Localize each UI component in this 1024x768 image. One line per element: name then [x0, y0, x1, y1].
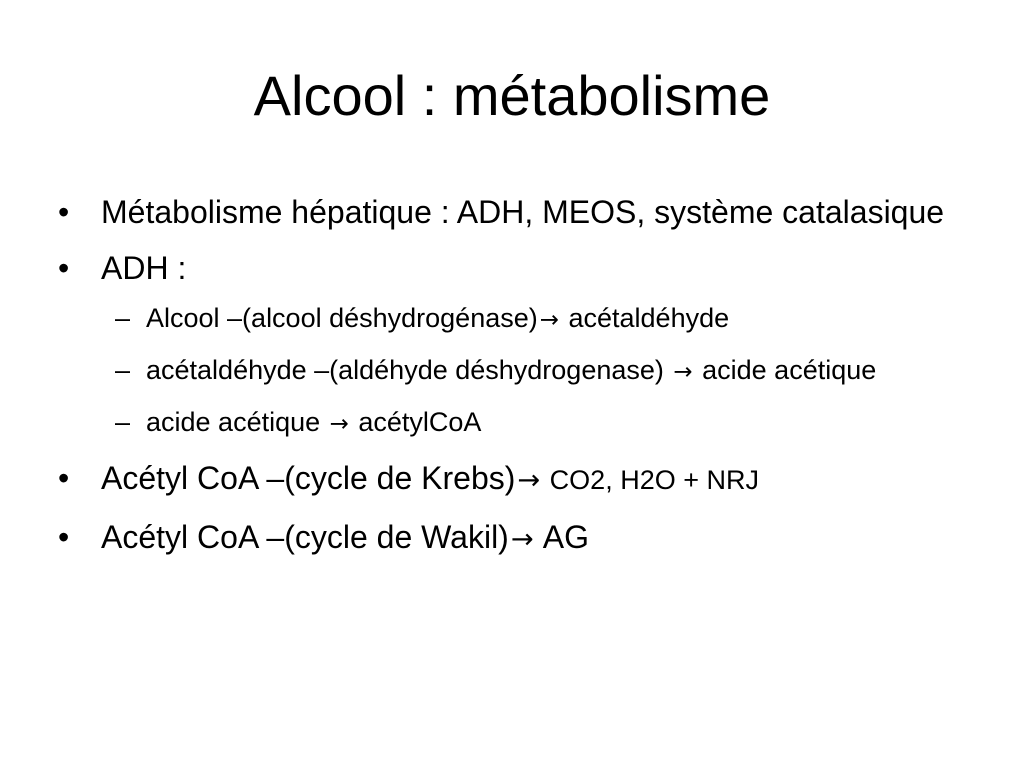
dash-icon: – — [115, 407, 131, 437]
sub-item-result: acétaldéhyde — [560, 303, 730, 333]
list-item-text: Acétyl CoA –(cycle de Krebs) — [101, 460, 516, 496]
bullet-icon: • — [58, 250, 70, 286]
arrow-right-icon: → — [510, 524, 534, 555]
sub-list-item — [56, 350, 976, 392]
list-item-text: Acétyl CoA –(cycle de Wakil) — [101, 519, 509, 555]
dash-icon: – — [115, 303, 131, 333]
arrow-right-icon: → — [673, 359, 693, 385]
arrow-right-icon: → — [517, 465, 541, 496]
list-item-result: AG — [535, 519, 589, 555]
sub-item-text: Alcool –(alcool déshydrogénase) — [146, 303, 538, 333]
bullet-icon: • — [58, 460, 70, 496]
sub-list-item — [56, 298, 976, 340]
list-item-text: ADH : — [101, 250, 187, 286]
arrow-right-icon: → — [329, 411, 349, 437]
arrow-right-icon: → — [539, 307, 559, 333]
sub-list-item — [56, 402, 976, 444]
list-item — [56, 190, 976, 234]
sub-item-text: acétaldéhyde –(aldéhyde déshydrogenase) — [146, 355, 672, 385]
bullet-icon: • — [58, 519, 70, 555]
sub-item-result: acétylCoA — [350, 407, 482, 437]
list-item — [56, 456, 976, 503]
sub-list — [56, 298, 976, 444]
list-item-text: Métabolisme hépatique : ADH, MEOS, système catalasique — [101, 194, 945, 230]
sub-item-text: acide acétique — [146, 407, 328, 437]
list-item-result: CO2, H2O + NRJ — [542, 465, 759, 495]
slide-title: Alcool : métabolisme — [253, 64, 771, 127]
dash-icon: – — [115, 355, 131, 385]
bullet-list — [56, 190, 976, 574]
bullet-icon: • — [58, 194, 70, 230]
list-item — [56, 515, 976, 562]
sub-item-result: acide acétique — [694, 355, 877, 385]
list-item — [56, 246, 976, 444]
